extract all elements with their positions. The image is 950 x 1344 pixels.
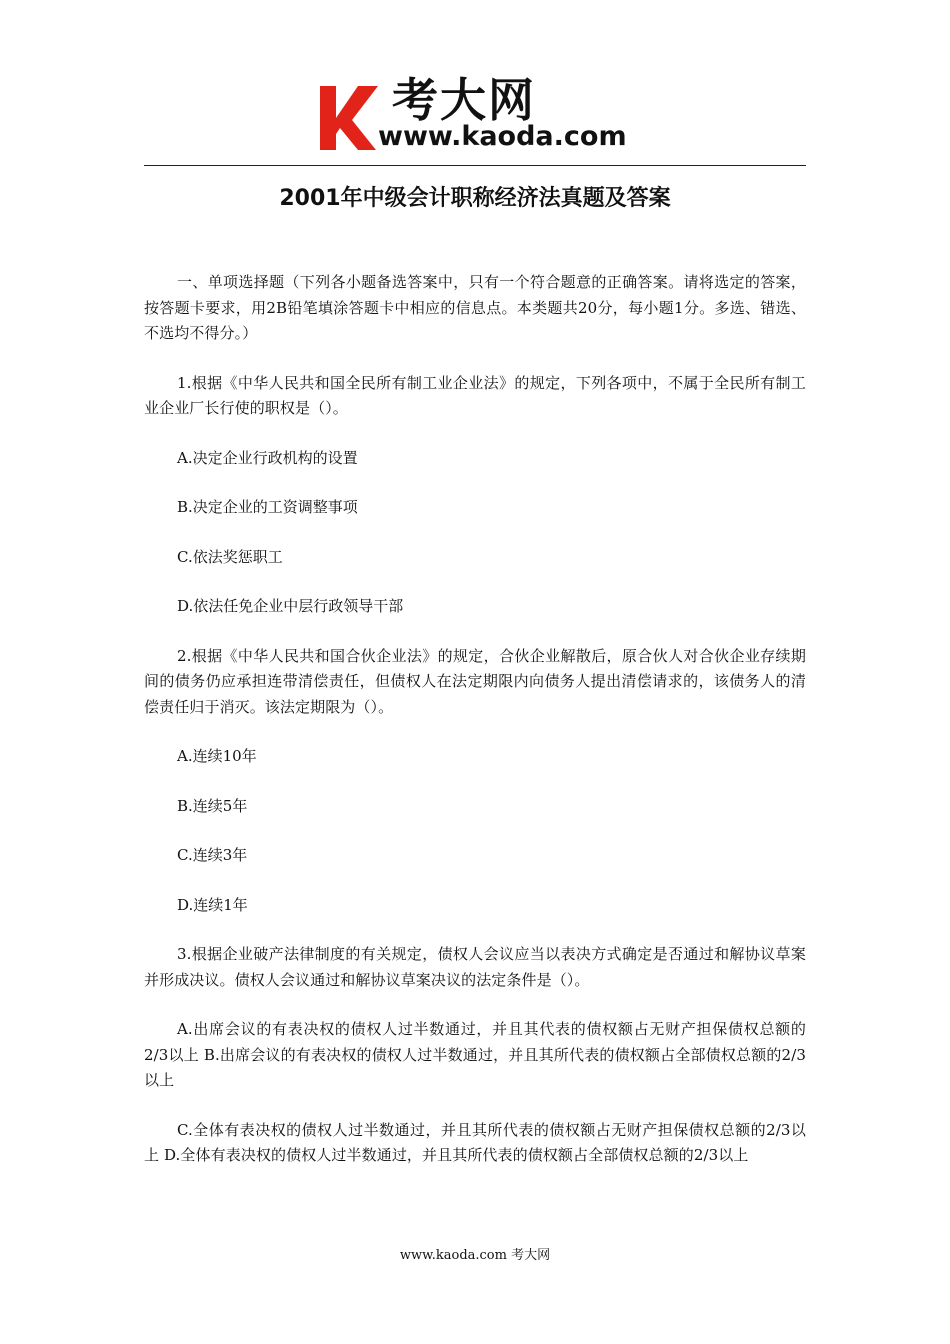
question-2-option-d: D.连续1年 — [177, 895, 248, 914]
question-3-options-ab: A.出席会议的有表决权的债权人过半数通过，并且其代表的债权额占无财产担保债权总额的2/3以上 B.出席会议的有表决权的债权人过半数通过，并且其所代表的债权额占全部债权总额的2/3以上 — [144, 1020, 806, 1089]
document-content — [144, 270, 806, 1193]
question-1-option-b: B.决定企业的工资调整事项 — [177, 498, 358, 516]
question-1-option-a: A.决定企业行政机构的设置 — [177, 448, 358, 467]
question-2-stem: 2.根据《中华人民共和国合伙企业法》的规定，合伙企业解散后，原合伙人对合伙企业存续期间的债务仍应承担连带清偿责任，但债权人在法定期限内向债务人提出清偿请求的，该债务人的清偿责任归于消灭。该法定期限为（）。 — [144, 646, 806, 716]
question-2-option-a: A.连续10年 — [177, 747, 257, 765]
question-1-option-c: C.依法奖惩职工 — [177, 547, 283, 566]
section-intro: 一、单项选择题（下列各小题备选答案中，只有一个符合题意的正确答案。请将选定的答案，按答题卡要求，用2B铅笔填涂答题卡中相应的信息点。本类题共20分，每小题1分。多选、错选、不选均不得分。） — [144, 273, 806, 342]
header-divider — [144, 165, 806, 166]
page-footer: www.kaoda.com 考大网 — [399, 1248, 551, 1263]
question-1-stem: 1.根据《中华人民共和国全民所有制工业企业法》的规定，下列各项中，不属于全民所有制工业企业厂长行使的职权是（）。 — [144, 373, 806, 417]
question-1-option-d: D.依法任免企业中层行政领导干部 — [177, 597, 404, 615]
document-title: 2001年中级会计职称经济法真题及答案 — [279, 186, 671, 211]
question-2-option-c: C.连续3年 — [177, 846, 248, 864]
question-3-stem: 3.根据企业破产法律制度的有关规定，债权人会议应当以表决方式确定是否通过和解协议草案并形成决议。债权人会议通过和解协议草案决议的法定条件是（）。 — [144, 945, 806, 989]
question-3-options-cd: C.全体有表决权的债权人过半数通过，并且其所代表的债权额占无财产担保债权总额的2/3以上 D.全体有表决权的债权人过半数通过，并且其所代表的债权额占全部债权总额的2/3以上 — [144, 1120, 806, 1164]
kaoda-logo — [318, 73, 648, 158]
logo-chinese-text: 考大网 — [392, 73, 536, 127]
logo-url-text: www.kaoda.com — [378, 121, 627, 152]
question-2-option-b: B.连续5年 — [177, 796, 248, 815]
